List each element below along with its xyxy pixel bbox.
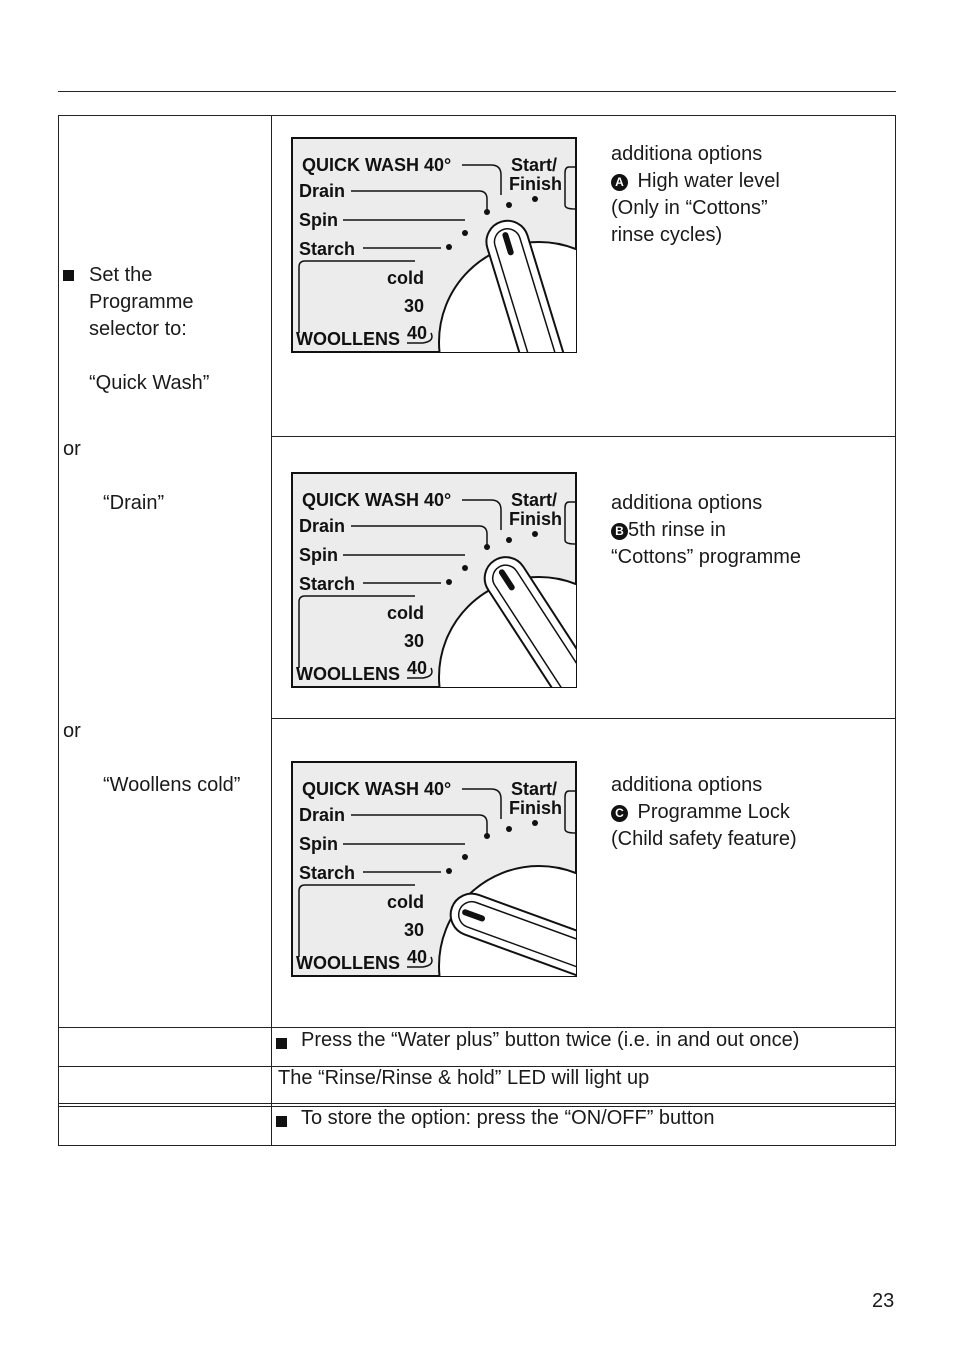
row-divider-5a bbox=[58, 1103, 896, 1104]
page-number: 23 bbox=[872, 1290, 895, 1312]
step-text-line2: Programme bbox=[89, 291, 194, 313]
bullet-icon bbox=[63, 270, 74, 281]
dial-label-30: 30 bbox=[404, 296, 425, 316]
dial-panel-1 bbox=[291, 137, 575, 351]
dial-label-cold: cold bbox=[387, 892, 425, 912]
dial-label-drain: Drain bbox=[299, 181, 346, 201]
header-rule bbox=[58, 91, 896, 92]
options-heading: additiona options bbox=[611, 774, 763, 796]
dial-label-starch: Starch bbox=[299, 863, 356, 883]
dial-label-spin: Spin bbox=[299, 545, 338, 565]
dial-label-start: Start/ bbox=[511, 779, 558, 799]
row-divider-1 bbox=[271, 436, 895, 437]
bullet-icon bbox=[276, 1038, 287, 1049]
led-info-text: The “Rinse/Rinse & hold” LED will light up bbox=[278, 1067, 650, 1089]
column-divider bbox=[271, 115, 272, 1145]
option-line1: High water level bbox=[632, 170, 780, 192]
option-line2: (Child safety feature) bbox=[611, 828, 797, 850]
option-line2: (Only in “Cottons” bbox=[611, 197, 768, 219]
dial-label-quick-wash: QUICK WASH 40° bbox=[302, 155, 452, 175]
dial-label-finish: Finish bbox=[509, 798, 562, 818]
dial-label-drain: Drain bbox=[299, 516, 346, 536]
options-block-1 bbox=[611, 141, 780, 249]
dial-label-finish: Finish bbox=[509, 174, 562, 194]
dial-label-spin: Spin bbox=[299, 210, 338, 230]
option-line3: rinse cycles) bbox=[611, 224, 723, 246]
press-water-plus-text: Press the “Water plus” button twice (i.e. in and out once) bbox=[301, 1029, 800, 1051]
options-heading: additiona options bbox=[611, 492, 763, 514]
dial-label-starch: Starch bbox=[299, 574, 356, 594]
dial-label-cold: cold bbox=[387, 268, 425, 288]
dial-panel-2 bbox=[291, 472, 575, 686]
bullet-icon bbox=[276, 1116, 287, 1127]
dial-label-drain: Drain bbox=[299, 805, 346, 825]
choice-woollens-cold: “Woollens cold” bbox=[103, 774, 241, 796]
dial-label-40: 40 bbox=[407, 658, 428, 678]
marker-c-icon: C bbox=[611, 805, 628, 822]
options-heading: additiona options bbox=[611, 143, 763, 165]
dial-label-woollens: WOOLLENS bbox=[296, 953, 400, 973]
option-line2: “Cottons” programme bbox=[611, 546, 802, 568]
option-line1: Programme Lock bbox=[632, 801, 790, 823]
dial-label-quick-wash: QUICK WASH 40° bbox=[302, 490, 452, 510]
dial-label-40: 40 bbox=[407, 947, 428, 967]
step-text-line3: selector to: bbox=[89, 318, 187, 340]
step-text-line1: Set the bbox=[89, 264, 153, 286]
row-divider-2 bbox=[271, 718, 895, 719]
dial-label-30: 30 bbox=[404, 920, 425, 940]
choice-quick-wash: “Quick Wash” bbox=[89, 372, 210, 394]
dial-label-finish: Finish bbox=[509, 509, 562, 529]
dial-label-spin: Spin bbox=[299, 834, 338, 854]
dial-label-quick-wash: QUICK WASH 40° bbox=[302, 779, 452, 799]
option-line1: 5th rinse in bbox=[628, 519, 726, 541]
or-label-2: or bbox=[63, 720, 81, 742]
choice-drain: “Drain” bbox=[103, 492, 165, 514]
dial-label-start: Start/ bbox=[511, 155, 558, 175]
store-option-text: To store the option: press the “ON/OFF” button bbox=[301, 1107, 715, 1129]
options-block-3 bbox=[611, 772, 797, 853]
dial-label-30: 30 bbox=[404, 631, 425, 651]
dial-label-start: Start/ bbox=[511, 490, 558, 510]
dial-panel-3 bbox=[291, 761, 575, 975]
dial-label-woollens: WOOLLENS bbox=[296, 664, 400, 684]
dial-label-cold: cold bbox=[387, 603, 425, 623]
or-label-1: or bbox=[63, 438, 81, 460]
marker-b-icon: B bbox=[611, 523, 628, 540]
dial-label-woollens: WOOLLENS bbox=[296, 329, 400, 349]
options-block-2 bbox=[611, 490, 801, 571]
marker-a-icon: A bbox=[611, 174, 628, 191]
dial-label-starch: Starch bbox=[299, 239, 356, 259]
dial-label-40: 40 bbox=[407, 323, 428, 343]
